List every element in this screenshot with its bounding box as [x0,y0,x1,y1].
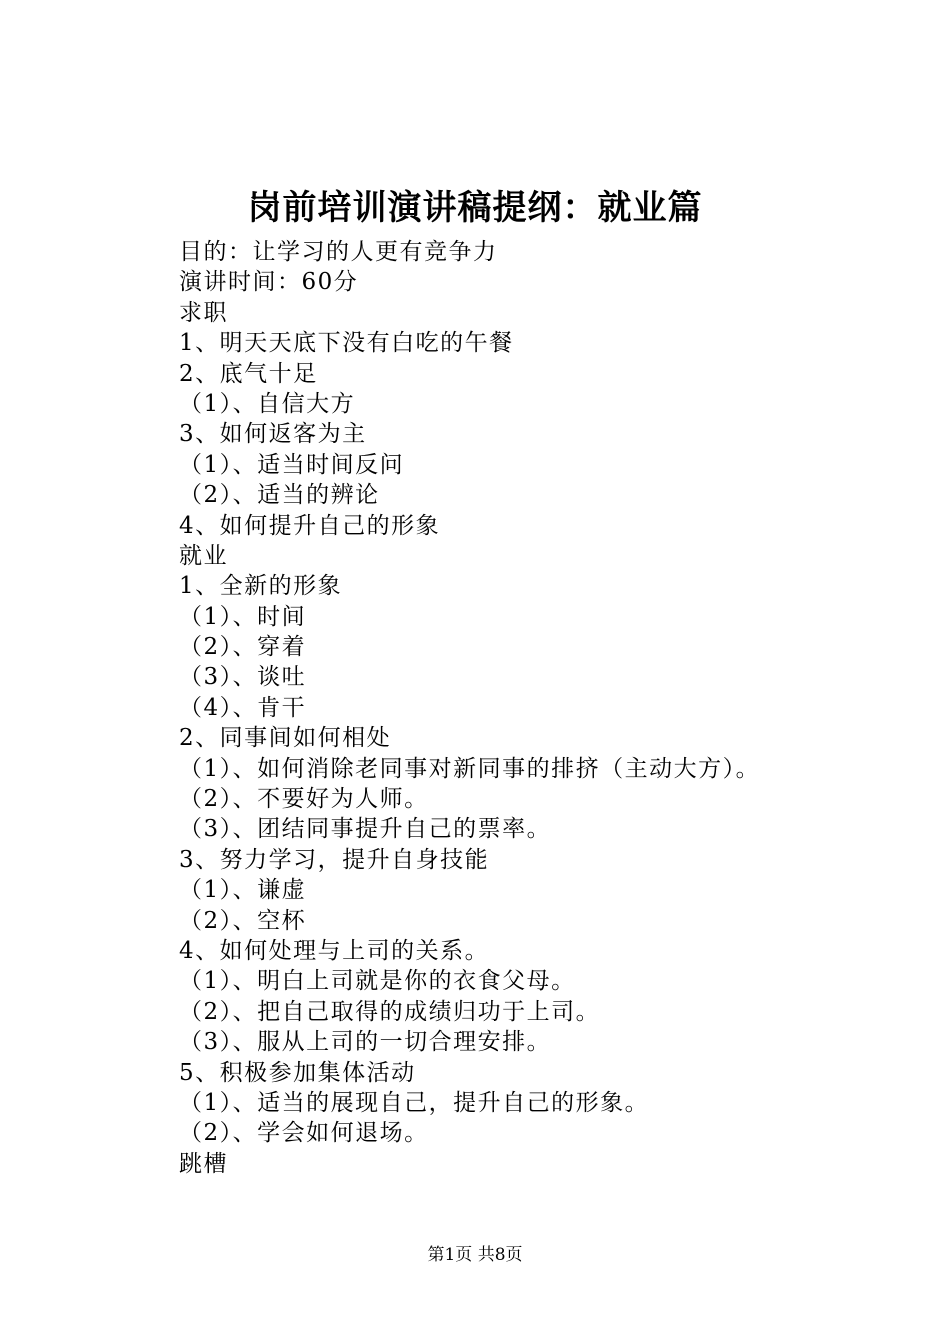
outline-line: （1）、谦虚 [179,877,307,904]
outline-line: 1、明天天底下没有白吃的午餐 [179,330,514,357]
outline-line: （3）、团结同事提升自己的票率。 [179,816,552,843]
document-title: 岗前培训演讲稿提纲：就业篇 [247,188,703,228]
page-footer: 第1页 共8页 [427,1245,523,1265]
outline-line: 求职 [179,299,228,326]
outline-line: （2）、穿着 [179,634,307,661]
outline-line: 4、如何处理与上司的关系。 [179,937,490,964]
outline-line: （2）、把自己取得的成绩归功于上司。 [179,998,601,1025]
outline-line: 就业 [179,542,228,569]
outline-line: 4、如何提升自己的形象 [179,512,441,539]
outline-line: （4）、肯干 [179,694,307,721]
outline-line: （2）、学会如何退场。 [179,1120,429,1147]
outline-line: （1）、时间 [179,603,307,630]
outline-line: 3、如何返客为主 [179,421,367,448]
outline-line: （1）、如何消除老同事对新同事的排挤（主动大方）。 [179,755,761,782]
outline-line: 演讲时间：60分 [179,269,359,296]
outline-line: 2、同事间如何相处 [179,725,392,752]
outline-line: （2）、不要好为人师。 [179,786,429,813]
outline-line: 跳槽 [179,1150,228,1177]
outline-line: （2）、适当的辨论 [179,482,380,509]
outline-line: 5、积极参加集体活动 [179,1059,416,1086]
outline-line: （3）、服从上司的一切合理安排。 [179,1029,552,1056]
outline-line: （2）、空杯 [179,907,307,934]
outline-line: （1）、自信大方 [179,390,356,417]
outline-line: 2、底气十足 [179,360,318,387]
outline-line: （1）、适当的展现自己，提升自己的形象。 [179,1089,650,1116]
outline-line: （3）、谈吐 [179,664,307,691]
outline-body [179,237,879,1179]
outline-line: 目的：让学习的人更有竞争力 [179,239,498,265]
outline-line: （1）、明白上司就是你的衣食父母。 [179,968,576,995]
outline-line: 3、努力学习，提升自身技能 [179,846,490,873]
outline-line: 1、全新的形象 [179,573,343,600]
outline-line: （1）、适当时间反问 [179,451,405,478]
